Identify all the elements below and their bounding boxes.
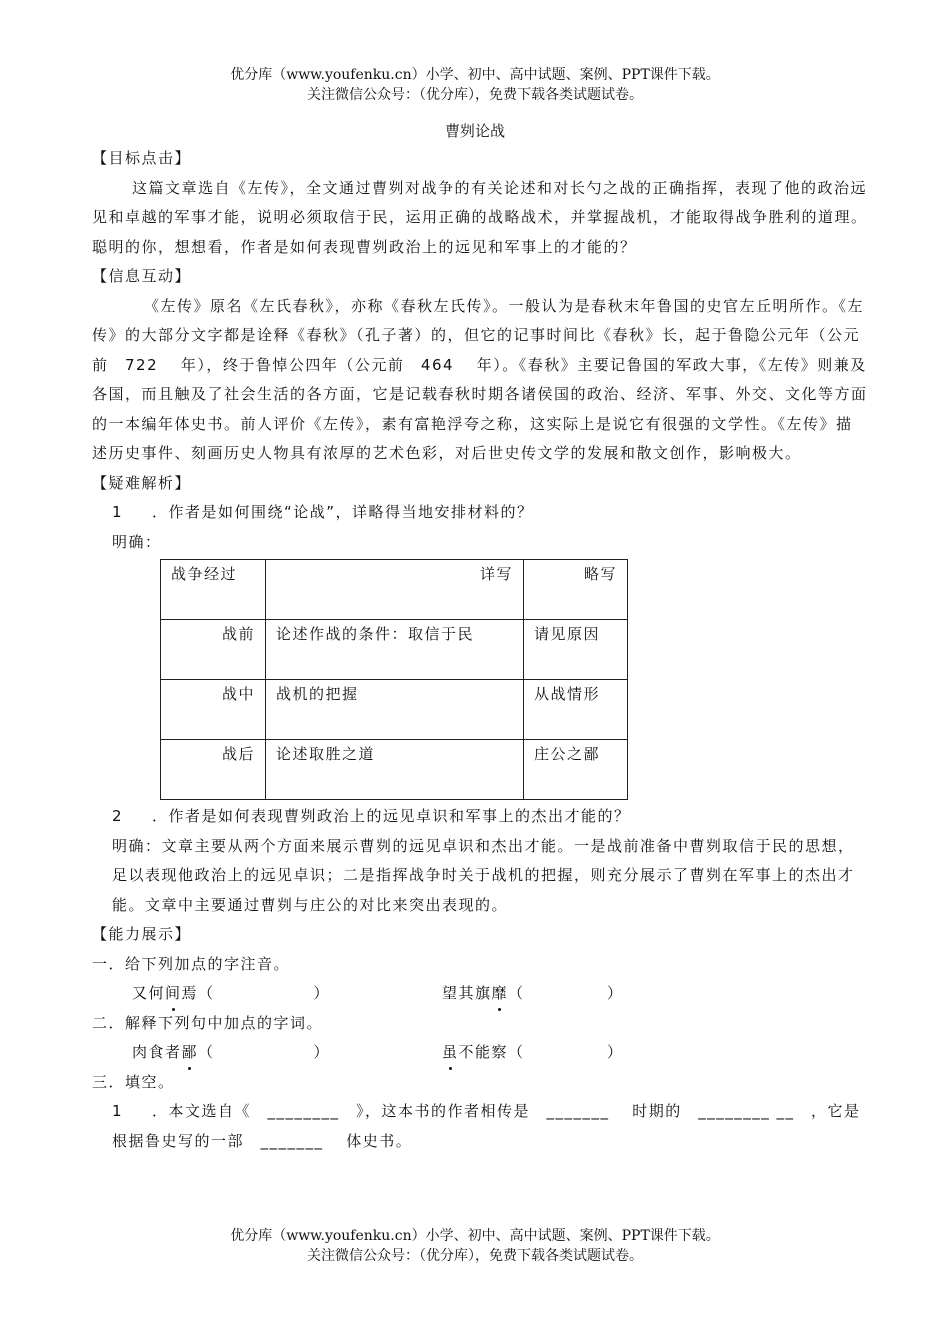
table-row [161,740,628,800]
table-header-row [161,560,628,620]
goal-paragraph: 这篇文章选自《左传》，全文通过曹刿对战争的有关论述和对长勺之战的正确指挥，表现了他的政治远见和卓越的军事才能，说明必须取信于民，运用正确的战略战术，并掌握战机，才能取得战争胜利的道理。聪明的你，想想看，作者是如何表现曹刿政治上的远见和军事上的才能的？ [92,178,868,256]
question-2 [92,802,868,832]
pinyin-item: 又何间焉（ ） [132,979,442,1009]
question-1-number: 1 [112,503,124,521]
emphasis-char: 间 [165,979,182,1009]
fill-question-1-number: 1 [112,1102,124,1120]
question-2-number: 2 [112,807,124,825]
table-row [161,620,628,680]
detail-table [160,559,628,800]
table-cell: 论述作战的条件：取信于民 [266,620,524,680]
question-2-text: ．作者是如何表现曹刿政治上的远见卓识和军事上的杰出才能的？ [152,807,631,825]
header-line-2: 关注微信公众号：（优分库），免费下载各类试题试卷。 [307,87,643,103]
table-cell: 战机的把握 [266,680,524,740]
emphasis-char: 靡 [492,979,509,1009]
question-2-answer: 明确：文章主要从两个方面来展示曹刿的远见卓识和杰出才能。一是战前准备中曹刿取信于民的思想，足以表现他政治上的远见卓识；二是指挥战争时关于战机的把握，则充分展示了曹刿在军事上的杰出才能。文章中主要通过曹刿与庄公的对比来突出表现的。 [112,836,855,914]
section-heading-ability: 【能力展示】 [92,925,192,943]
question-1 [92,498,868,528]
document-body [92,144,868,1156]
table-header-cell: 详写 [266,560,524,620]
section-heading-analysis: 【疑难解析】 [92,473,192,492]
explain-item: 虽不能察（ ） [442,1038,624,1068]
table-header-cell: 略写 [524,560,628,620]
page-title: 曹刿论战 [444,122,505,140]
question-1-answer-label: 明确： [112,532,162,551]
part-1-items [92,979,868,1009]
question-1-text: ．作者是如何围绕“论战”，详略得当地安排材料的？ [152,503,534,521]
section-heading-info: 【信息互动】 [92,267,192,285]
table-cell: 战后 [161,740,266,800]
emphasis-char: 鄙 [182,1038,199,1068]
table-cell: 论述取胜之道 [266,740,524,800]
table-cell: 请见原因 [524,620,628,680]
part-1-title: 一．给下列加点的字注音。 [92,954,291,973]
fill-question-1-text: ．本文选自《 ________ 》，这本书的作者相传是 _______ 时期的 ________ __ ，它是根据鲁史写的一部 _______ 体史书。 [112,1102,861,1150]
info-paragraph: 《左传》原名《左氏春秋》，亦称《春秋左氏传》。一般认为是春秋末年鲁国的史官左丘明所作。《左传》的大部分文字都是诠释《春秋》（孔子著）的，但它的记事时间比《春秋》长，起于鲁隐公元年（公元前 722 年），终于鲁悼公四年（公元前 464 年）。《春秋》主要记鲁国的军政大事，《左传》则兼及各国，而且触及了社会生活的各方面，它是记载春秋时期各诸侯国的政治、经济、军事、外交、文化等方面的一本编年体史书。前人评价《左传》，素有富艳浮夸之称，这实际上是说它有很强的文学性。《左传》描述历史事件、刻画历史人物具有浓厚的艺术色彩，对后世史传文学的发展和散文创作，影响极大。 [92,296,868,462]
footer-line-2: 关注微信公众号：（优分库），免费下载各类试题试卷。 [307,1248,643,1264]
table-header-cell: 战争经过 [161,560,266,620]
section-heading-goal: 【目标点击】 [92,149,192,167]
part-2-items [92,1038,868,1068]
table-cell: 从战情形 [524,680,628,740]
table-cell: 战前 [161,620,266,680]
pinyin-item: 望其旗靡（ ） [442,979,624,1009]
table-cell: 战中 [161,680,266,740]
table-row [161,680,628,740]
explain-item: 肉食者鄙（ ） [132,1038,442,1068]
part-2-title: 二．解释下列句中加点的字词。 [92,1013,324,1032]
emphasis-char: 虽 [442,1038,459,1068]
table-cell: 庄公之鄙 [524,740,628,800]
part-3-title: 三．填空。 [92,1072,175,1091]
header-line-1: 优分库（www.youfenku.cn）小学、初中、高中试题、案例、PPT课件下载。 [230,67,720,83]
fill-question-1 [92,1097,868,1156]
footer-line-1: 优分库（www.youfenku.cn）小学、初中、高中试题、案例、PPT课件下载。 [230,1228,720,1244]
